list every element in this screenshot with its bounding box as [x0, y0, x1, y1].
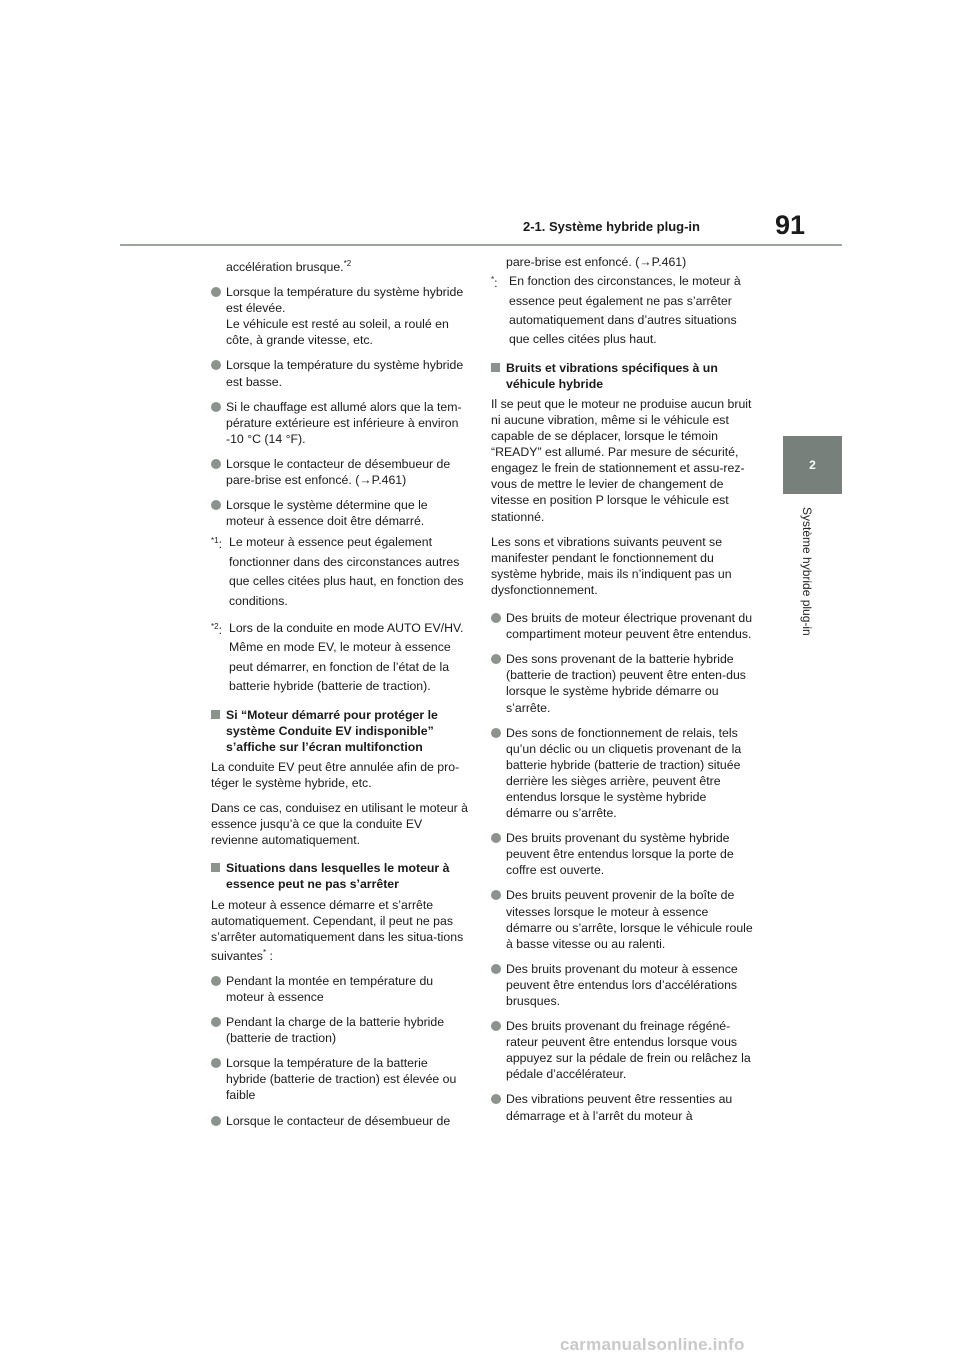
- right-column: [491, 254, 753, 1133]
- bullet-icon: [491, 833, 501, 843]
- list-item: Lorsque la température du système hybride est élevée. Le véhicule est resté au soleil, a roulé en côte, à grande vitesse, etc.: [211, 284, 469, 348]
- chapter-tab: 2: [783, 436, 842, 494]
- paragraph: Le moteur à essence démarre et s’arrête automatiquement. Cependant, il peut ne pas s’arrêter automatiquement dans les situa-tions suivantes* :: [211, 897, 464, 963]
- list-item: Pendant la montée en température du moteur à essence: [211, 973, 469, 1005]
- watermark: carmanualsonline.info: [560, 1335, 745, 1354]
- bullet-icon: [211, 1116, 221, 1126]
- footnote: $^{*2}$: Lors de la conduite en mode AUTO EV/HV. Même en mode EV, le moteur à essence peut démarrer, en fonction de l’état de la batterie hybride (batterie de traction).: [211, 620, 464, 694]
- bullet-icon: [491, 654, 501, 664]
- list-item: Lorsque le contacteur de désembueur de: [211, 1113, 469, 1129]
- list-item: Pendant la charge de la batterie hybride (batterie de traction): [211, 1014, 469, 1046]
- chapter-side-label: Système hybride plug-in: [800, 507, 814, 636]
- list-item: Des bruits peuvent provenir de la boîte de vitesses lorsque le moteur à essence démarre ou s’arrête, lorsque le véhicule roule à basse vitesse ou au ralenti.: [491, 887, 753, 951]
- square-bullet-icon: [491, 363, 500, 372]
- bullet-icon: [491, 1021, 501, 1031]
- paragraph: Dans ce cas, conduisez en utilisant le moteur à essence jusqu’à ce que la conduite EV revienne automatiquement.: [211, 801, 469, 848]
- bullet-icon: [211, 1017, 221, 1027]
- bullet-icon: [491, 1094, 501, 1104]
- bullet-icon: [211, 976, 221, 986]
- list-item: Lorsque le système détermine que le moteur à essence doit être démarré.: [211, 497, 469, 529]
- footnote: *: En fonction des circonstances, le moteur à essence peut également ne pas s’arrêter automatiquement dans d’autres situations que celles citées plus haut.: [491, 274, 741, 347]
- bullet-icon: [211, 500, 221, 510]
- section-title: 2-1. Système hybride plug-in: [523, 219, 700, 234]
- continued-text: pare-brise est enfoncé. (→P.461): [506, 255, 687, 269]
- list-item: Des vibrations peuvent être ressenties au démarrage et à l’arrêt du moteur à: [491, 1091, 753, 1123]
- bullet-icon: [211, 1058, 221, 1068]
- list-item: Des bruits de moteur électrique provenant du compartiment moteur peuvent être entendus.: [491, 610, 753, 642]
- list-item: Des bruits provenant du système hybride peuvent être entendus lorsque la porte de coffre est ouverte.: [491, 830, 753, 878]
- paragraph: Il se peut que le moteur ne produise aucun bruit ni aucune vibration, même si le véhicule est capable de se déplacer, lorsque le témoin “READY” est allumé. Par mesure de sécurité, engagez le frein de stationnement et assu-rez-vous de mettre le levier de changement de vitesse en position P lorsque le véhicule est stationné.: [491, 396, 752, 524]
- section-heading: Bruits et vibrations spécifiques à un véhicule hybride: [491, 360, 753, 392]
- list-item: Des sons de fonctionnement de relais, tels qu’un déclic ou un cliquetis provenant de la batterie hybride (batterie de traction) située derrière les sièges arrière, peuvent être entendus lorsque le système hybride démarre ou s’arrête.: [491, 725, 753, 822]
- list-item: Des bruits provenant du freinage régéné-rateur peuvent être entendus lorsque vous appuyez sur la pédale de frein ou relâchez la pédale d’accélérateur.: [491, 1018, 753, 1082]
- bullet-icon: [211, 459, 221, 469]
- section-heading: Si “Moteur démarré pour protéger le système Conduite EV indisponible” s’affiche sur l’écran multifonction: [211, 707, 469, 755]
- paragraph: Les sons et vibrations suivants peuvent se manifester pendant le fonctionnement du système hybride, mais ils n’indiquent pas un dysfonctionnement.: [491, 534, 732, 597]
- bullet-icon: [211, 360, 221, 370]
- bullet-icon: [491, 613, 501, 623]
- square-bullet-icon: [211, 710, 220, 719]
- square-bullet-icon: [211, 863, 220, 872]
- section-heading: Situations dans lesquelles le moteur à essence peut ne pas s’arrêter: [211, 860, 469, 892]
- left-column: [211, 256, 469, 1138]
- list-item: Des bruits provenant du moteur à essence peuvent être entendus lors d’accélérations brusques.: [491, 961, 753, 1009]
- continued-text: accélération brusque.$^{*2}$: [226, 259, 352, 274]
- header-rule: [120, 244, 842, 246]
- bullet-icon: [491, 964, 501, 974]
- list-item: Lorsque le contacteur de désembueur de pare-brise est enfoncé. (→P.461): [211, 456, 469, 488]
- footnote: $^{*1}$: Le moteur à essence peut également fonctionner dans des circonstances autres que celles citées plus haut, en fonction des conditions.: [211, 535, 464, 608]
- paragraph: La conduite EV peut être annulée afin de pro-téger le système hybride, etc.: [211, 759, 460, 790]
- list-item: Des sons provenant de la batterie hybride (batterie de traction) peuvent être enten-dus lorsque le système hybride démarre ou s’arrête.: [491, 651, 753, 715]
- bullet-icon: [211, 402, 221, 412]
- list-item: Si le chauffage est allumé alors que la tem-pérature extérieure est inférieure à environ -10 °C (14 °F).: [211, 399, 469, 447]
- list-item: Lorsque la température de la batterie hybride (batterie de traction) est élevée ou faible: [211, 1055, 469, 1103]
- page-number: 91: [775, 210, 806, 240]
- bullet-icon: [491, 890, 501, 900]
- bullet-icon: [491, 728, 501, 738]
- list-item: Lorsque la température du système hybride est basse.: [211, 357, 469, 389]
- bullet-icon: [211, 287, 221, 297]
